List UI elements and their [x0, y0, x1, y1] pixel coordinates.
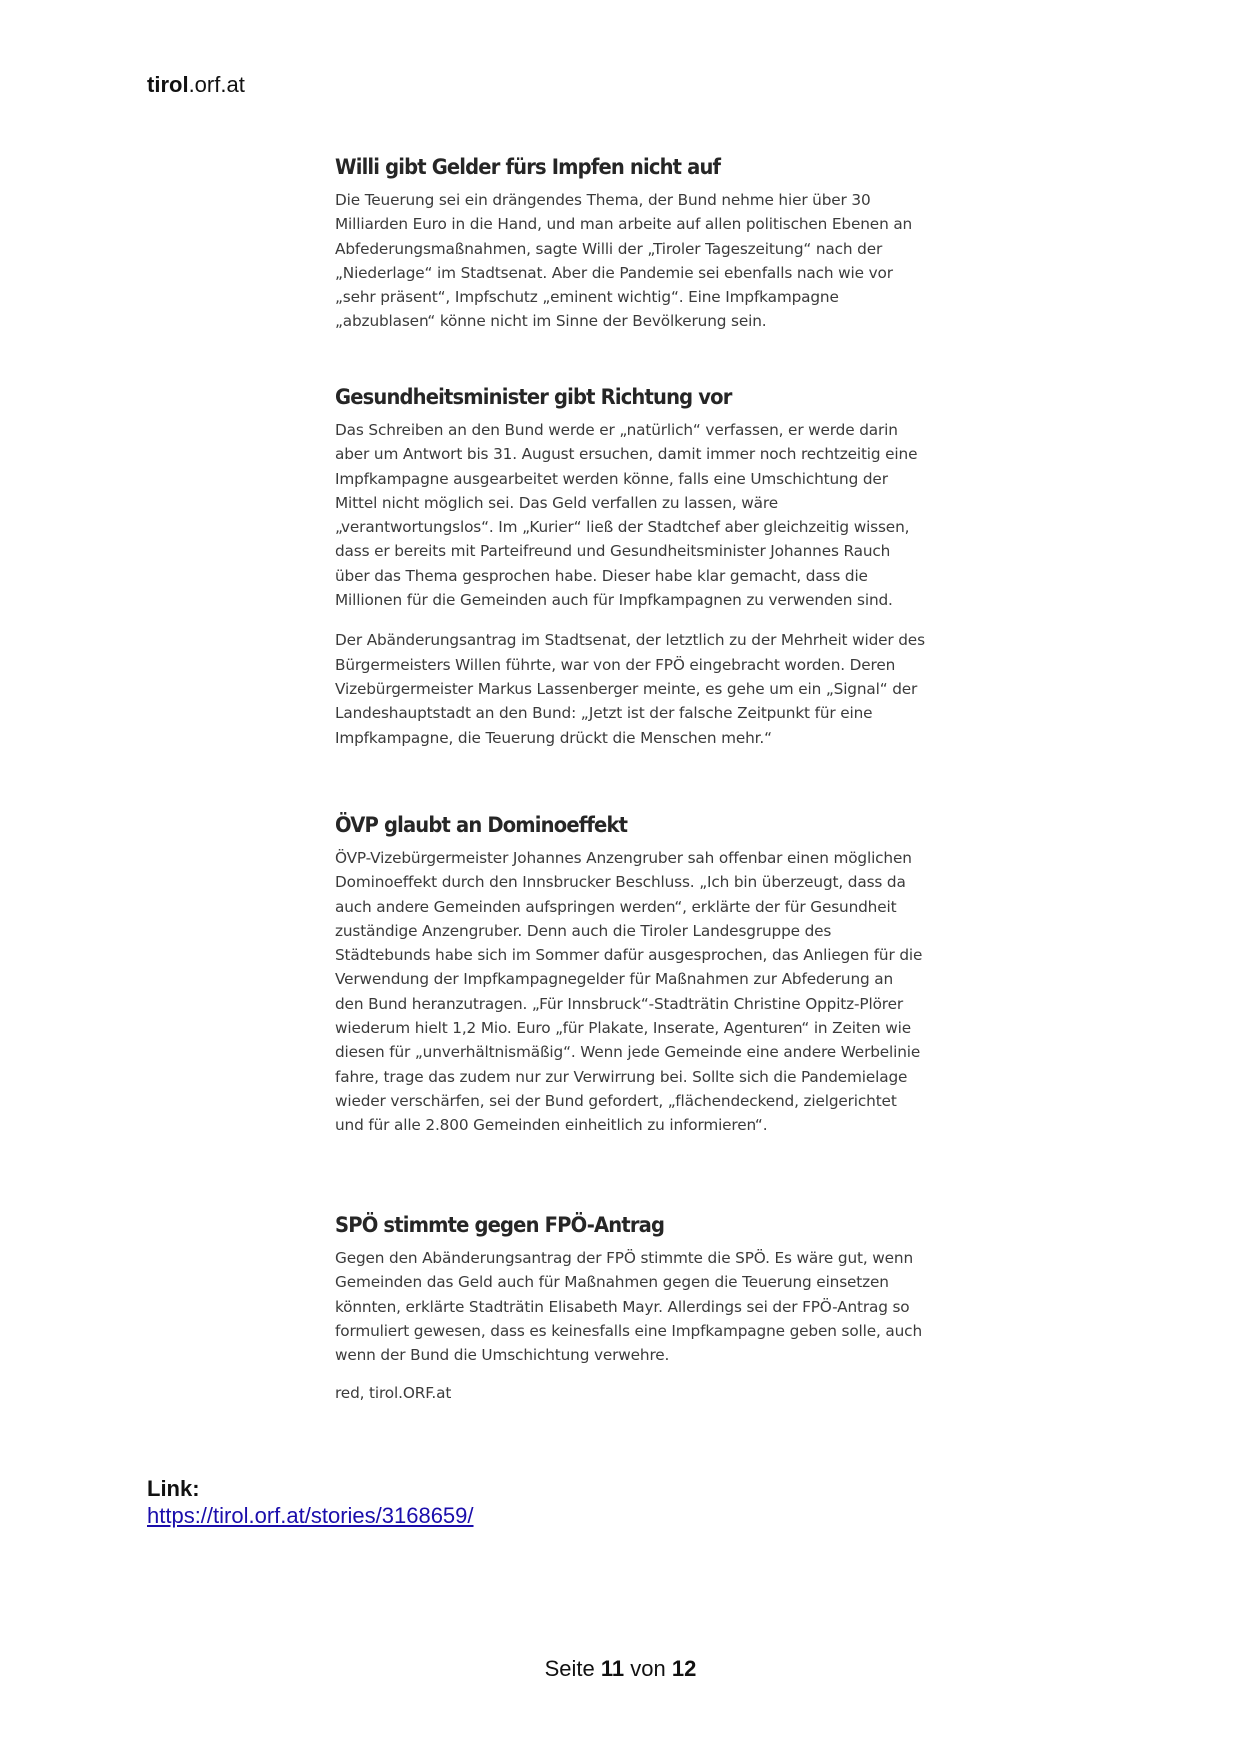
section-heading: Gesundheitsminister gibt Richtung vor	[335, 385, 732, 409]
total-pages: 12	[671, 1656, 697, 1681]
source-link[interactable]: https://tirol.orf.at/stories/3168659/	[147, 1503, 474, 1528]
paragraph: Das Schreiben an den Bund werde er „natürlich“ verfassen, er werde darin aber um Antwort bis 31. August ersuchen, damit immer noch rechtzeitig eine Impfkampagne ausgearbeitet werden könne, falls eine Umschichtung der Mittel nicht möglich sei. Das Geld verfallen zu lassen, wäre „verantwortungslos“. Im „Kurier“ ließ der Stadtchef aber gleichzeitig wissen, dass er bereits mit Parteifreund und Gesundheitsminister Johannes Rauch über das Thema gesprochen habe. Dieser habe klar gemacht, dass die Millionen für die Gemeinden auch für Impfkampagnen zu verwenden sind.	[335, 421, 918, 610]
paragraph: Die Teuerung sei ein drängendes Thema, der Bund nehme hier über 30 Milliarden Euro in die Hand, und man arbeite auf allen politischen Ebenen an Abfederungsmaßnahmen, sagte Willi der „Tiroler Tageszeitung“ nach der „Niederlage“ im Stadtsenat. Aber die Pandemie sei ebenfalls nach wie vor „sehr präsent“, Impfschutz „eminent wichtig“. Eine Impfkampagne „abzublasen“ könne nicht im Sinne der Bevölkerung sein.	[335, 191, 913, 331]
site-logo	[147, 72, 245, 98]
footer-prefix: Seite	[544, 1656, 595, 1681]
section-heading: ÖVP glaubt an Dominoeffekt	[335, 813, 628, 837]
article-credit: red, tirol.ORF.at	[335, 1384, 452, 1403]
section-oevp	[335, 810, 925, 1138]
section-spoe	[335, 1210, 925, 1406]
paragraph: Gegen den Abänderungsantrag der FPÖ stimmte die SPÖ. Es wäre gut, wenn Gemeinden das Geld auch für Maßnahmen gegen die Teuerung einsetzen könnten, erklärte Stadträtin Elisabeth Mayr. Allerdings sei der FPÖ-Antrag so formuliert gewesen, dass es keinesfalls eine Impfkampagne geben solle, auch wenn der Bund die Umschichtung verwehre.	[335, 1249, 922, 1365]
paragraph: ÖVP-Vizebürgermeister Johannes Anzengruber sah offenbar einen möglichen Dominoeffekt durch den Innsbrucker Beschluss. „Ich bin überzeugt, dass da auch andere Gemeinden aufspringen werden“, erklärte der für Gesundheit zuständige Anzengruber. Denn auch die Tiroler Landesgruppe des Städtebunds habe sich im Sommer dafür ausgesprochen, das Anliegen für die Verwendung der Impfkampagnegelder für Maßnahmen zur Abfederung an den Bund heranzutragen. „Für Innsbruck“-Stadträtin Christine Oppitz-Plörer wiederum hielt 1,2 Mio. Euro „für Plakate, Inserate, Agenturen“ in Zeiten wie diesen für „unverhältnismäßig“. Wenn jede Gemeinde eine andere Werbelinie fahre, trage das zudem nur zur Verwirrung bei. Sollte sich die Pandemielage wieder verschärfen, sei der Bund gefordert, „flächendeckend, zielgerichtet und für alle 2.800 Gemeinden einheitlich zu informieren“.	[335, 849, 923, 1135]
page-footer	[0, 1656, 1241, 1682]
footer-middle: von	[630, 1656, 666, 1681]
section-heading: Willi gibt Gelder fürs Impfen nicht auf	[335, 155, 721, 179]
section-heading: SPÖ stimmte gegen FPÖ-Antrag	[335, 1213, 665, 1237]
section-gesundheitsminister	[335, 382, 925, 750]
logo-rest: .orf.at	[188, 72, 245, 97]
paragraph: Der Abänderungsantrag im Stadtsenat, der letztlich zu der Mehrheit wider des Bürgermeisters Willen führte, war von der FPÖ eingebracht worden. Deren Vizebürgermeister Markus Lassenberger meinte, es gehe um ein „Signal“ der Landeshauptstadt an den Bund: „Jetzt ist der falsche Zeitpunkt für eine Impfkampagne, die Teuerung drückt die Menschen mehr.“	[335, 631, 925, 747]
current-page: 11	[600, 1656, 625, 1681]
link-label: Link:	[147, 1476, 200, 1501]
logo-bold: tirol	[147, 72, 189, 97]
section-willi	[335, 152, 925, 334]
